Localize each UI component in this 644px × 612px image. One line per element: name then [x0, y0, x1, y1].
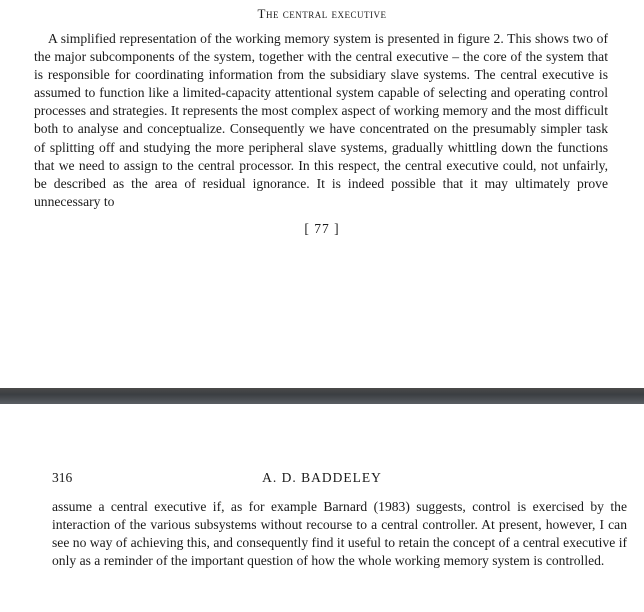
- running-head: The central executive: [257, 6, 387, 21]
- top-paragraph: A simplified representation of the working memory system is presented in figure 2. This shows two of the major subcomponents of the system, together with the central executive – the core of the system that is responsible for coordinating information from the subsidiary slave systems. The central executive is assumed to function like a limited-capacity attentional system capable of selecting and operating control processes and strategies. It represents the most complex aspect of working memory and the most difficult both to analyse and conceptualize. Consequently we have concentrated on the presumably simpler task of splitting off and studying the more peripheral slave systems, gradually whittling down the functions that we need to assign to the central processor. In this respect, the central executive could, not unfairly, be described as the area of residual ignorance. It is indeed possible that it may ultimately prove unnecessary to: [34, 31, 608, 209]
- author-heading: A. D. BADDELEY: [262, 470, 382, 485]
- page-marker: [ 77 ]: [304, 221, 340, 236]
- page-number: 316: [52, 470, 73, 485]
- bottom-page: [0, 404, 644, 612]
- bottom-paragraph: assume a central executive if, as for example Barnard (1983) suggests, control is exercised by the interaction of the various subsystems without recourse to a central controller. At present, however, I can see no way of achieving this, and consequently find it useful to retain the concept of a central executive if only as a reminder of the important question of how the whole working memory system is controlled.: [52, 499, 627, 569]
- page-divider: [0, 388, 644, 404]
